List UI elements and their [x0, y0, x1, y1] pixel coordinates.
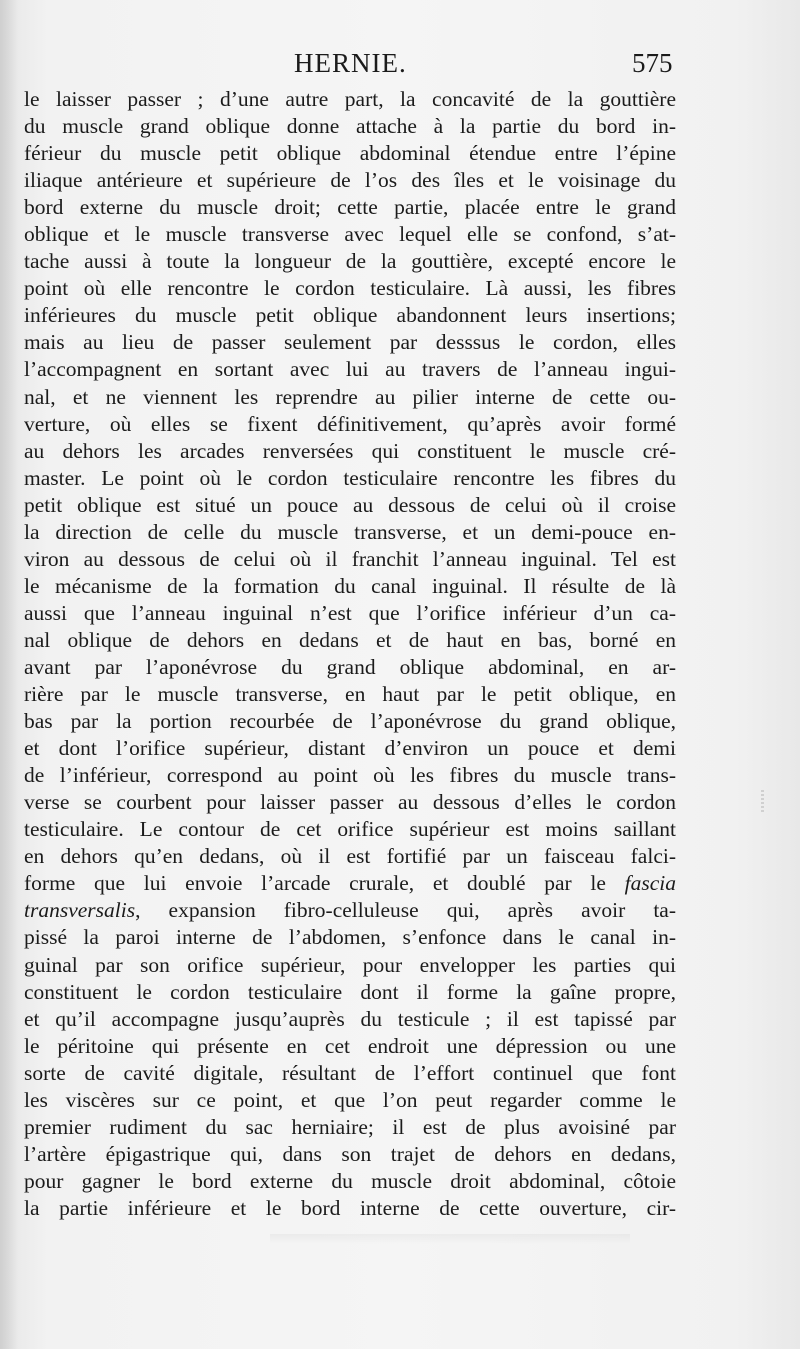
- text-line: rière par le muscle transverse, en haut par le petit oblique, en: [24, 682, 676, 707]
- print-bleed: [270, 1234, 630, 1244]
- text-line: pour gagner le bord externe du muscle droit abdominal, côtoie: [24, 1168, 676, 1193]
- page-header: [0, 48, 800, 82]
- text-line: bas par la portion recourbée de l’aponévrose du grand oblique,: [24, 709, 676, 734]
- text-line: constituent le cordon testiculaire dont il forme la gaîne propre,: [24, 979, 676, 1004]
- text-line-with-italic: [24, 897, 676, 924]
- text-line: guinal par son orifice supérieur, pour envelopper les parties qui: [24, 952, 676, 977]
- text-line: oblique et le muscle transverse avec lequel elle se confond, s’at-: [24, 222, 676, 247]
- text-line: inférieures du muscle petit oblique abandonnent leurs insertions;: [24, 303, 676, 328]
- text-line: verture, où elles se fixent définitivement, qu’après avoir formé: [24, 411, 676, 436]
- text-line: avant par l’aponévrose du grand oblique abdominal, en ar-: [24, 654, 676, 679]
- text-line: et dont l’orifice supérieur, distant d’environ un pouce et demi: [24, 736, 676, 761]
- text-line: l’accompagnent en sortant avec lui au travers de l’anneau ingui-: [24, 357, 676, 382]
- text-line: de l’inférieur, correspond au point où les fibres du muscle trans-: [24, 763, 676, 788]
- text-line: verse se courbent pour laisser passer au dessous d’elles le cordon: [24, 790, 676, 815]
- text-line: les viscères sur ce point, et que l’on peut regarder comme le: [24, 1087, 676, 1112]
- text-segment: , expansion fibro-celluleuse qui, après avoir ta-: [135, 898, 676, 923]
- text-line: bord externe du muscle droit; cette partie, placée entre le grand: [24, 195, 676, 220]
- text-line: mais au lieu de passer seulement par desssus le cordon, elles: [24, 330, 676, 355]
- text-line-with-italic: [24, 870, 676, 897]
- text-line: viron au dessous de celui où il franchit l’anneau inguinal. Tel est: [24, 546, 676, 571]
- text-line: férieur du muscle petit oblique abdominal étendue entre l’épine: [24, 141, 676, 166]
- text-line: sorte de cavité digitale, résultant de l’effort continuel que font: [24, 1060, 676, 1085]
- text-line: testiculaire. Le contour de cet orifice supérieur est moins saillant: [24, 817, 676, 842]
- text-line: la direction de celle du muscle transverse, et un demi-pouce en-: [24, 519, 676, 544]
- text-line: petit oblique est situé un pouce au dessous de celui où il croise: [24, 492, 676, 517]
- paper-mark: [761, 790, 764, 812]
- text-segment: forme que lui envoie l’arcade crurale, et doublé par le: [24, 871, 606, 896]
- italic-term-transversalis: transversalis: [24, 898, 136, 923]
- text-line: point où elle rencontre le cordon testiculaire. Là aussi, les fibres: [24, 276, 676, 301]
- text-line: au dehors les arcades renversées qui constituent le muscle cré-: [24, 438, 676, 463]
- body-text: [24, 86, 676, 1222]
- text-line: nal oblique de dehors en dedans et de haut en bas, borné en: [24, 627, 676, 652]
- binding-shadow: [0, 0, 18, 1349]
- text-line: tache aussi à toute la longueur de la gouttière, excepté encore le: [24, 249, 676, 274]
- text-line: le mécanisme de la formation du canal inguinal. Il résulte de là: [24, 573, 676, 598]
- text-line: du muscle grand oblique donne attache à la partie du bord in-: [24, 114, 676, 139]
- text-line: iliaque antérieure et supérieure de l’os des îles et le voisinage du: [24, 168, 676, 193]
- text-line: nal, et ne viennent les reprendre au pilier interne de cette ou-: [24, 384, 676, 409]
- text-line: en dehors qu’en dedans, où il est fortifié par un faisceau falci-: [24, 844, 676, 869]
- running-title: HERNIE.: [294, 48, 407, 78]
- text-line: et qu’il accompagne jusqu’auprès du testicule ; il est tapissé par: [24, 1006, 676, 1031]
- text-line: l’artère épigastrique qui, dans son trajet de dehors en dedans,: [24, 1141, 676, 1166]
- italic-term-fascia: fascia: [624, 871, 676, 896]
- page-number: 575: [632, 48, 673, 78]
- text-line: aussi que l’anneau inguinal n’est que l’orifice inférieur d’un ca-: [24, 600, 676, 625]
- text-line: le péritoine qui présente en cet endroit une dépression ou une: [24, 1033, 676, 1058]
- text-line: master. Le point où le cordon testiculaire rencontre les fibres du: [24, 465, 676, 490]
- text-line: premier rudiment du sac herniaire; il est de plus avoisiné par: [24, 1114, 676, 1139]
- text-line: la partie inférieure et le bord interne de cette ouverture, cir-: [24, 1195, 676, 1220]
- text-line: pissé la paroi interne de l’abdomen, s’enfonce dans le canal in-: [24, 925, 676, 950]
- text-line: le laisser passer ; d’une autre part, la concavité de la gouttière: [24, 87, 676, 111]
